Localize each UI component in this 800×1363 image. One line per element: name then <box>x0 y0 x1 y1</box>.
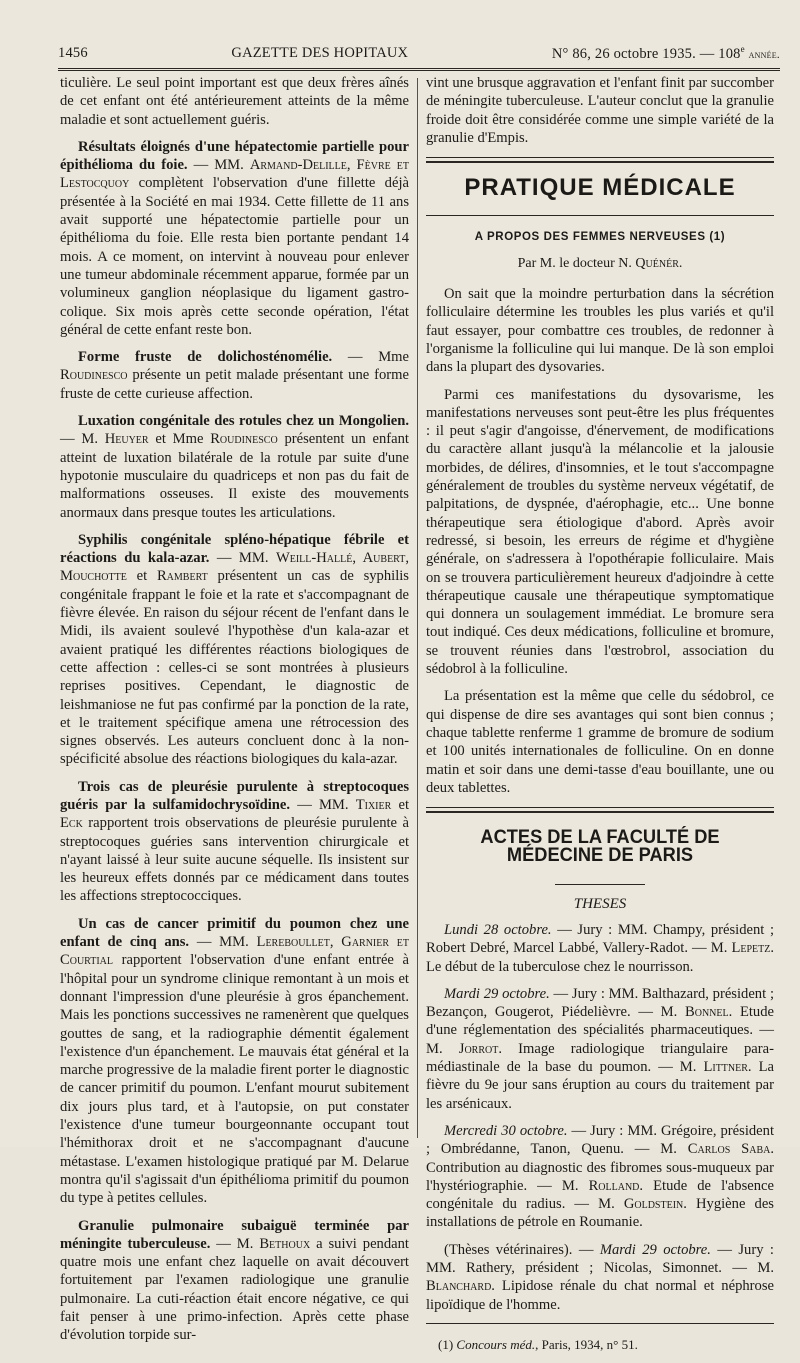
report-dolichostenomelie: Forme fruste de dolichosténomélie. — Mme Roudinesco présente un petit malade présentant une forme fruste de cette curieuse affection. <box>60 349 409 402</box>
theses-entry: (Thèses vétérinaires). — Mardi 29 octobre. — Jury : MM. Rathery, président ; Nicolas, Simonnet. — M. Blanchard. Lipidose rénale du chat normal et néphrose lipoïdique de l'homme. <box>426 1241 774 1313</box>
section-rule <box>426 215 774 216</box>
section-title-pratique: PRATIQUE MÉDICALE <box>464 174 736 202</box>
theses-entry: Mardi 29 octobre. — Jury : MM. Balthazard, président ; Bezançon, Gougerot, Piédelièvre. — M. Bonnel. Etude d'une réglementation des spécialités pharmaceutiques. — M. Jorrot. Image radiologique triangulaire para-médiastinale de la base du poumon. — M. Littner. La fièvre du 9e jour sans éruption au cours du traitement par les arsénicaux. <box>426 985 774 1112</box>
continued-paragraph: ticulière. Le seul point important est que deux frères aînés de cet enfant ont été antérieurement atteints de la même maladie et sont actuellement guéris. <box>60 75 409 128</box>
footnote-rule <box>426 1323 774 1324</box>
page-number: 1456 <box>58 44 88 61</box>
short-rule <box>555 884 645 885</box>
column-divider <box>417 78 418 1138</box>
continued-paragraph-right: vint une brusque aggravation et l'enfant finit par succomber de méningite tuberculeuse. L'auteur conclut que la granulie froide doit être considérée comme une simple variété de la granulie d'Empis. <box>426 75 774 146</box>
footnote: (1) Concours méd., Paris, 1934, n° 51. <box>438 1336 638 1352</box>
report-cancer-poumon: Un cas de cancer primitif du poumon chez une enfant de cinq ans. — MM. Lereboullet, Garnier et Courtial rapportent l'observation d'une enfant entrée à l'hôpital pour un syndrome clinique remontant à un mois et donnant l'impression d'une pleurésie à gros épanchement. Mais les ponctions successives ne ramenèrent que quelques gouttes de sang, et la radiographie démentit également l'existence d'un épanchement. Le mauvais état général et la marche progressive de la maladie firent porter le diagnostic de cancer primitif du poumon. L'enfant mourut subitement dix jours plus tard, et à l'autopsie, on put constater l'existence d'une tumeur bourgeonnante occupant tout l'hémithorax droit et ne s'accompagnant d'aucune métastase. L'examen histologique pratiqué par M. Delarue montra qu'il s'agissait d'un épithélioma primitif du poumon du type à petites cellules. <box>60 915 410 1207</box>
report-granulie: Granulie pulmonaire subaiguë terminée par méningite tuberculeuse. — M. Bethoux a suivi pendant quatre mois une enfant chez laquelle on avait découvert fortuitement par l'examen radiologique une granulie pulmonaire. La cuti-réaction était encore négative, ce qui fait penser à une primo-infection. Après cette phase d'évolution torpide sur- <box>60 1217 409 1344</box>
report-syphilis: Syphilis congénitale spléno-hépatique fébrile et réactions du kala-azar. — MM. Weill-Hallé, Aubert, Mouchotte et Rambert présentent un cas de syphilis congénitale frappant le foie et la rate et s'accompagnant de fièvre élevée. En raison du séjour récent de l'enfant dans le Midi, ils avaient soulevé l'hypothèse d'un kala-azar et avaient pratiqué les différentes réactions biologiques de cette affection : celles-ci se sont montrées à plusieurs reprises positives. Cependant, le diagnostic de leishmaniose ne fut pas confirmé par la ponction de la rate, et le traitement spécifique amena une rétrocession des signes observés. Les auteurs concluent donc à la non-spécificité absolue des réactions biologiques du kala-azar. <box>60 531 409 768</box>
article-paragraph: Parmi ces manifestations du dysovarisme, les manifestations nerveuses sont peut-être les plus fréquentes : il peut s'agir d'angoisse, d'énervement, de modifications du caractère allant jusqu'à la mélancolie et la jalousie morbides, de délires, d'insomnies, et le tout s'accompagne généralement de troubles du système nerveux végétatif, de palpitations, de dyspnée, d'aérophagie, etc... Une bonne thérapeutique sera étiologique d'abord. Après avoir redressé, si besoin, les erreurs de régime et d'hygiène générale, on s'adressera à l'opothérapie folliculaire. Mais on se trouvera particulièrement heureux d'adjoindre à cette thérapeutique causale une thérapeutique symptomatique qui donnera un soulagement immédiat. Le bromure sera tout indiqué. Ces deux médications, folliculine et bromure, se trouvent réunies dans l'œstrobrol, association du sédobrol à la folliculine. <box>426 386 774 678</box>
section-rule <box>426 807 774 813</box>
page-header <box>58 38 780 71</box>
section-rule <box>426 157 774 163</box>
section-title-actes: ACTES DE LA FACULTÉ DE MÉDECINE DE PARIS <box>480 827 720 867</box>
byline: Par M. le docteur N. Quénér. <box>517 255 683 271</box>
article-paragraph: On sait que la moindre perturbation dans la sécrétion folliculaire détermine les troubles les plus variés et qu'il faut essayer, pour combattre ces troubles, de redonner à l'organisme la folliculine qui lui manque. De là son emploi dans la plupart des dysovaries. <box>426 286 774 376</box>
theses-entry: Lundi 28 octobre. — Jury : MM. Champy, président ; Robert Debré, Marcel Labbé, Vallery-Radot. — M. Lepetz. Le début de la tuberculose chez le nourrisson. <box>426 921 775 975</box>
journal-title: GAZETTE DES HOPITAUX <box>231 44 409 61</box>
article-title: A PROPOS DES FEMMES NERVEUSES (1) <box>474 231 726 244</box>
report-pleuresie: Trois cas de pleurésie purulente à streptocoques guéris par la sulfamidochrysoïdine. — MM. Tixier et Eck rapportent trois observations de pleurésie purulente à streptocoques guéries sans intervention chirurgicale et n'ayant laissé à leur suite aucune séquelle. Ils insistent sur les heureux effets donnés par ce médicament dans toutes les affections streptococciques. <box>60 778 409 905</box>
theses-entry: Mercredi 30 octobre. — Jury : MM. Grégoire, président ; Ombrédanne, Tanon, Quenu. — M. Carlos Saba. Contribution au diagnostic des fibromes sous-muqueux par l'hystériographie. — M. Rolland. Etude de l'absence congénitale du radius. — M. Goldstein. Hygiène des installations de pétrole en Roumanie. <box>426 1122 775 1231</box>
report-hepatectomie: Résultats éloignés d'une hépatectomie partielle pour épithélioma du foie. — MM. Armand-Delille, Fèvre et Lestocquoy complètent l'observation d'une fillette déjà présentée à la Société en mai 1934. Cette fillette de 11 ans avait supporté une hépatectomie partielle pour un épithélioma du foie. Elle resta bien portante pendant 14 mois. A ce moment, on intervint à nouveau pour enlever une tumeur abdominale récemment apparue, formée par un volumineux ganglion néoplasique du ligament gastro-colique. Six mois après cette seconde opération, l'état général de cette enfant reste bon. <box>60 138 409 338</box>
theses-heading: THESES <box>573 895 627 912</box>
article-paragraph: La présentation est la même que celle du sédobrol, ce qui dispense de dire ses avantages qui sont bien connus ; chaque tablette renferme 1 gramme de bromure de sodium et 100 unités internationales de folliculine. On en donne matin et soir dans une demi-tasse d'eau bouillante, une ou deux tablettes. <box>426 688 774 796</box>
report-luxation: Luxation congénitale des rotules chez un Mongolien. — M. Heuyer et Mme Roudinesco présentent un enfant atteint de luxation bilatérale de la rotule par suite d'une hypotonie musculaire du quadriceps et non pas du fait de malformations osseuses. Il existe des mouvements anormaux dans presque toutes les articulations. <box>60 413 409 521</box>
left-column <box>60 74 409 1354</box>
right-column <box>426 74 774 1363</box>
issue-line: N° 86, 26 octobre 1935. — 108e année. <box>551 43 780 62</box>
